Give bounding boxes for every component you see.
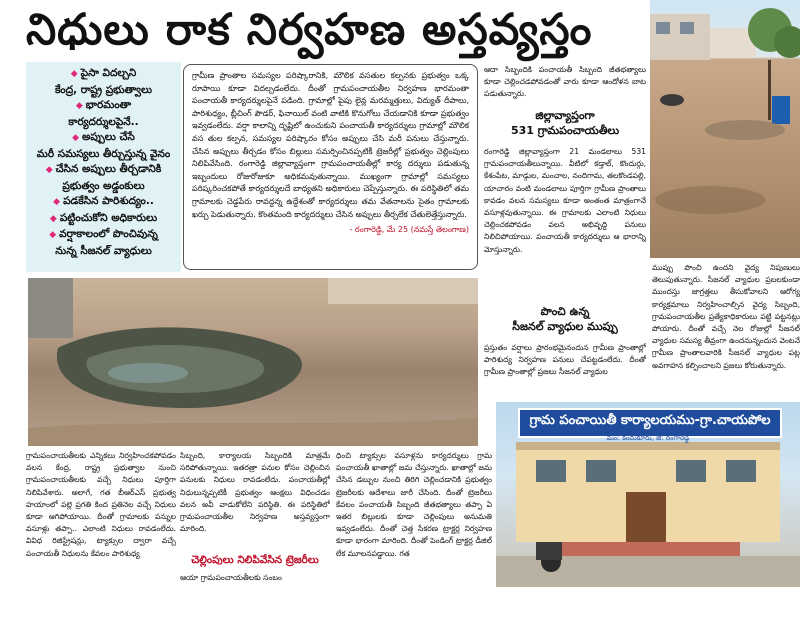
highlights-box (26, 62, 181, 272)
highlight-item: ◆ భారమంతా (75, 99, 132, 111)
bullet-icon: ◆ (45, 165, 53, 175)
street-photo (650, 0, 800, 258)
drain-photo-illustration (28, 278, 478, 446)
office-signboard: గ్రామ పంచాయితీ కార్యాలయము-గ్రా.చాయపోల (518, 408, 782, 438)
article-column-bottom-3: ధించి ట్యాక్సుల వసూళ్లను కార్యదర్శులు గ్రామ పంచాయతీ ఖాతాల్లో జమ చేస్తున్నారు. ఖాతాల్లో జమ చేసిన డబ్బుల నుంచి తిరిగి చెల్లించడానికి ప్రభుత్వం ట్రెజరీలకు ఆదేశాలు జారీ చేసింది. దీంతో ట్రెజరీలు కేవలం పంచాయతీ సిబ్బంది జీతభత్యాలు తప్పా ఏ ఇతర బిల్లులకు కూడా చెల్లింపులు అనుమతి ఇవ్వడంలేదు. దీంతో చెత్త సేకరణ ట్రాక్టర్ల నిర్వహణ కూడా భారంగా మారింది. దీంతో పెండింగ్ ట్రాక్టర్ల డీజిల్ లేక మూలనపడ్డాయి. గత (336, 451, 492, 558)
article-column-right-top: ఆదా సిబ్బందికి పంచాయతీ సిబ్బంది జీతభత్యాలు కూడా చెల్లించడపోవడంతో వారు కూడా ఆందోళన బాట పడుతున్నారు. (484, 65, 646, 99)
highlight-item: ◆ పట్టించుకోని అధికారులు (49, 211, 158, 224)
highlight-item: కేంద్ర, రాష్ట్ర ప్రభుత్వాలు (54, 83, 153, 96)
bullet-icon: ◆ (72, 133, 80, 143)
article-column-bottom-1: గ్రామపంచాయతీలకు ఎన్నికలు నిర్వహించకపోవడం వలన కేంద్ర, రాష్ట్ర ప్రభుత్వాల నుంచి గ్రామపంచాయతీలకు వచ్చే నిధులు పూర్తిగా నిలిపివేశారు. అలాగే, గత బీఆర్ఎస్ ప్రభుత్వ హయాంలో పల్లె ప్రగతి కింద ప్రతినెల వచ్చే నిధులు కూడా ఆగిపోయాయి. దీంతో గ్రామాలకు పన్నుల వసూళ్లు తప్పా.. ఎలాంటి నిధులు రావడంలేదు. వివిధ రిజిస్ట్రేషన్లు, ట్యాక్సుల ద్వారా వచ్చే పంచాయతీ నిధులను కేవలం పారిశుధ్య (26, 451, 176, 558)
bullet-icon: ◆ (49, 230, 57, 240)
article-column-seasonal: ప్రస్తుతం వర్షాలు ప్రారంభమైనందున గ్రామీణ ప్రాంతాల్లో పారిశుద్య నిర్వహణ పనులు చేపట్టడంలేదు. దీంతో గ్రామీణ ప్రాంతాల్లో ప్రజలు సీజనల్ వ్యాధుల (484, 343, 646, 377)
office-signboard-subtext: మం: కందుకూరు, జి: రంగారెడ్డి (606, 434, 690, 442)
highlight-item: ◆ అప్పులు చేసే (72, 131, 135, 143)
subheading-treasury: చెల్లింపులు నిలిపివేసిన ట్రెజరీలు (191, 554, 319, 566)
article-column-far-right: ముప్పు పొంచి ఉందని వైద్య నిపుణులు తెలుపుతున్నారు. సీజనల్ వ్యాధుల ప్రబలకుండా ముందస్తు జాగ్రత్తలు తీసుకోవాలని ఆరోగ్య కార్యక్రమాలు నిర్వహించాల్సిన వైద్య సిబ్బంది, గ్రామపంచాయతీల ప్రత్యేకాధికారులు పట్టి పట్టనట్లు పోయారు. దీంతో వచ్చే నెల రోజుల్లో సీజనల్ వ్యాధుల సమస్య తీవ్రంగా ఉందనున్నందున వెంటనే గ్రామీణ ప్రాంతాలవారికి సీజనల్ వ్యాధుల పట్ల అవగాహన కల్పించాలని ప్రజలు కోరుతున్నారు. (652, 263, 800, 370)
bullet-icon: ◆ (75, 101, 83, 111)
drain-photo (28, 278, 478, 446)
bullet-icon: ◆ (70, 69, 78, 79)
headline: నిధులు రాక నిర్వహణ అస్తవ్యస్తం (26, 5, 593, 55)
panchayat-office-photo (496, 402, 800, 587)
dateline: - రంగారెడ్డి, మే 25 (నమస్తే తెలంగాణ) (349, 225, 469, 235)
highlight-item: ◆ పడకేసిన పారిశుద్యం.. (53, 195, 154, 207)
bullet-icon: ◆ (49, 213, 57, 224)
highlight-item: ◆ చేసిన అప్పులు తీర్చడానికి (45, 163, 162, 175)
article-column-treasury: ఆయా గ్రామపంచాయతీలకు సంబం (180, 573, 282, 582)
highlight-item: కార్యదర్శులపైనే.. (68, 115, 139, 128)
highlight-item: నున్న సీజనల్ వ్యాధులు (55, 244, 152, 257)
street-photo-illustration (650, 0, 800, 258)
highlight-item: ప్రభుత్వం అడ్డంకులు (62, 179, 145, 192)
highlight-item: ◆ పైసా విదల్చని (70, 67, 137, 79)
bullet-icon: ◆ (53, 197, 61, 207)
highlight-item: మరీ సమస్యలు తీర్చుస్తున్న వైనం (36, 147, 171, 160)
intro-text: గ్రామీణ ప్రాంతాల సమస్యల పరిష్కారానికి, మౌలిక వసతుల కల్పనకు ప్రభుత్వం ఒక్క రూపాయి కూడా విదల్చడంలేదు. దీంతో గ్రామపంచాయతీల నిర్వహణ భారమంతా పంచాయతీ కార్యదర్శులపైనే పడింది. గ్రామాల్లో పైపు లైన్ల మరమ్మత్తులు, విద్యుత్ దీపాలు, పారిశుధ్యం, బ్లీచింగ్ పౌడర్, ఫినాయిల్ వంటి వాటికి కొనుగోలు చేయడానికి కూడా ప్రభుత్వం ఇవ్వడంలేదు. వర్షా కాలాన్ని దృష్టిలో ఉంచుకుని పంచాయతీ కార్యదర్శులు గ్రామాల్లో మౌలిక వస తుల కల్పన, సమస్యల పరిష్కారం కోసం అప్పులు చేసి మరీ పనులు చేస్తున్నారు. చేసిన అప్పులు తీర్చడం కోసం బిల్లులు సమర్పించినప్పటికీ ట్రెజరీల్లో ప్రభుత్వం చెల్లింపులు నిలిపివేసింది. రంగారెడ్డి జిల్లావ్యాప్తంగా గ్రామపంచాయతీల్లో కార్య దర్శులు పడుతున్న ఇబ్బందులు రోజురోజుకూ అధికమవుతున్నాయి. ముఖ్యంగా గ్రామాల్లో సమస్యలు పరిష్కరించకపోతే కార్యదర్శులదే బాధ్యతని అధికారులు చెప్పేస్తున్నారు. ఈ పరిస్థితిలో తమ గ్రామాలకు చెడ్డపేరు రావద్దన్న ఉద్దేశంతో కార్యదర్శులు తమ వేతనాలను సైతం గ్రామాలకు ఖర్చు పెడుతున్నారు. కొంతమంది కార్యదర్శులు చేసిన అప్పులు తీర్చలేక చేతులెత్తేస్తున్నారు. (192, 71, 469, 219)
article-column-bottom-2: సిబ్బంది, కార్యాలయ సిబ్బందికి మాత్రమే సరిపోతున్నాయి. ఇతరత్రా పనుల కోసం చెల్లించిన పనులకు నిధులు రావడంలేదు. పంచాయతీల్లో నిధులున్నప్పటికీ ప్రభుత్వం ఆంక్షలు విధించడం వలన అవీ వాడుకోలేని పరిస్థితి. ఈ పరిస్థితిలో గ్రామపంచాయతీల నిర్వహణ అస్తవ్యస్తంగా మారింది. (180, 451, 330, 534)
intro-box (183, 64, 478, 270)
subheading-seasonal: పొంచి ఉన్న సీజనల్ వ్యాధుల ముప్పు (512, 305, 618, 333)
highlight-item: ◆ వర్షాకాలంలో పొంచివున్న (49, 228, 158, 240)
subheading-district: జిల్లావ్యాప్తంగా 531 గ్రామపంచాయతీలు (510, 109, 620, 137)
article-column-district: రంగారెడ్డి జిల్లావ్యాప్తంగా 21 మండలాలు 531 గ్రామపంచాయతీలున్నాయి. వీటిలో కడ్తాల్, కొందుర్గు, కేశంపేట, మాడ్గుల, మంచాల, నందిగామ, తలకొండపల్లి, యాచారం వంటి మండలాలు పూర్తిగా గ్రామీణ ప్రాంతాలు కావడం వలన సమస్యలు కూడా అంతంత మాత్రంగానే వసూళ్లవుతున్నాయి. ఈ గ్రామాలకు ఎలాంటి నిధులు చెల్లించకపోవడం వలన అభివృద్ధి పనులు నిలిచిపోయాయి. పంచాయతీ కార్యదర్శులు ఆ భారాన్ని మోస్తున్నారు. (484, 147, 646, 254)
